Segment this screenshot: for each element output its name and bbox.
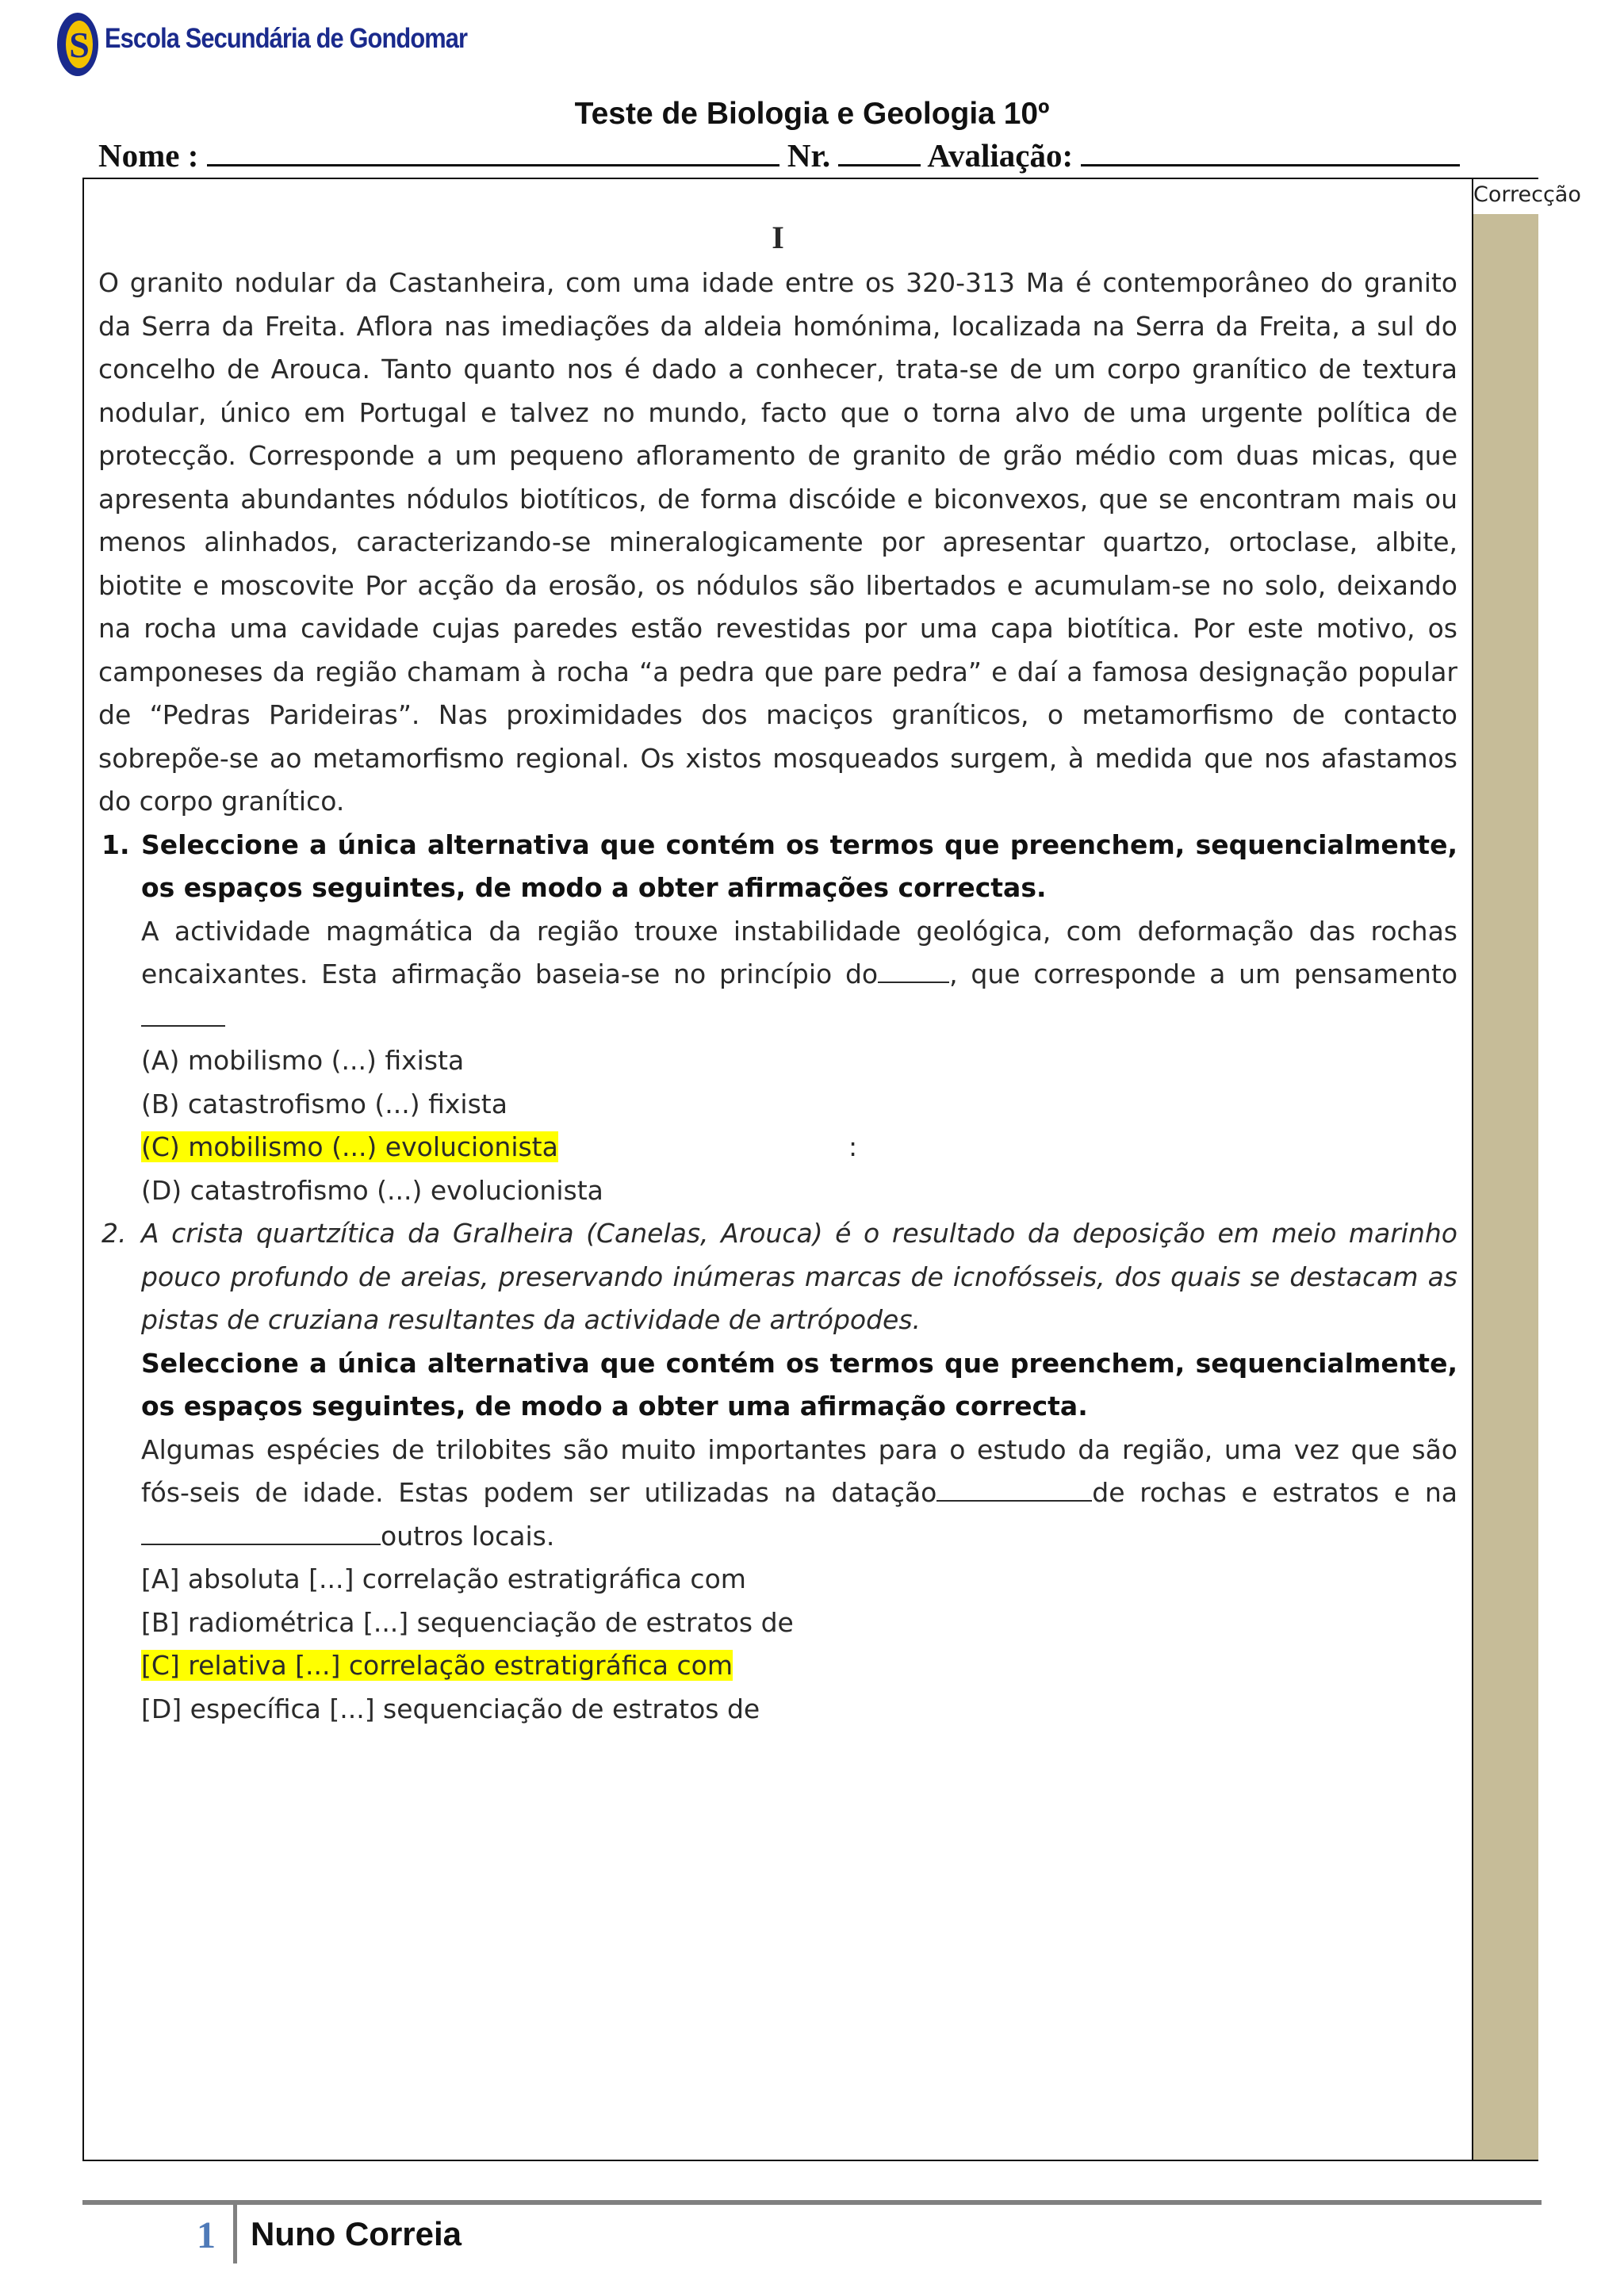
- number-label: Nr.: [787, 137, 831, 174]
- stray-colon: :: [848, 1131, 858, 1162]
- school-name: Escola Secundária de Gondomar: [105, 23, 468, 54]
- school-logo-icon: [56, 5, 102, 79]
- question-2: [98, 1212, 1457, 1558]
- stem-text: de rochas e estratos e na: [1092, 1477, 1457, 1508]
- option-b[interactable]: [B] radiométrica [...] sequenciação de estratos de: [141, 1606, 794, 1638]
- test-content: [98, 214, 1457, 1731]
- stem-text: outros locais.: [381, 1520, 555, 1552]
- question-number: 2.: [102, 1218, 127, 1249]
- page-number: 1: [197, 2214, 216, 2256]
- footer-rule: [82, 2200, 1542, 2205]
- author-name: Nuno Correia: [251, 2215, 462, 2252]
- option-c-row: [141, 1644, 1457, 1688]
- correction-label: Correcção: [1473, 182, 1581, 207]
- svg-text:S: S: [69, 25, 90, 65]
- school-logo: [56, 5, 517, 79]
- question-stem: [141, 910, 1457, 1040]
- stem-text: A actividade magmática da região trouxe instabilidade geológica, com deformação das rochas encaixantes. Esta afirmação baseia-se no princípio do: [141, 915, 1457, 989]
- grade-field[interactable]: [1081, 142, 1460, 166]
- option-c-selected[interactable]: [C] relativa [...] correlação estratigráfica com: [141, 1650, 733, 1681]
- section-number: I: [772, 220, 784, 255]
- footer-separator: [233, 2205, 237, 2263]
- option-d[interactable]: [D] específica [...] sequenciação de estratos de: [141, 1693, 760, 1724]
- question-stem: [141, 1429, 1457, 1559]
- stem-text: , que corresponde a um pensamento: [949, 959, 1458, 989]
- option-c-row: [141, 1126, 1457, 1169]
- option-d[interactable]: (D) catastrofismo (...) evolucionista: [141, 1174, 603, 1206]
- correction-column: [1472, 179, 1538, 2160]
- stem-text: Algumas espécies de trilobites são muito importantes para o estudo da região, uma vez que são fós-seis de idade. Estas podem ser utilizadas na datação: [141, 1433, 1457, 1508]
- question-instruction: Seleccione a única alternativa que contém os termos que preenchem, sequencialmente, os espaços seguintes, de modo a obter afirmações correctas.: [141, 828, 1457, 903]
- name-label: Nome :: [98, 137, 199, 174]
- grade-label: Avaliação:: [927, 137, 1074, 174]
- option-c-selected[interactable]: (C) mobilismo (...) evolucionista: [141, 1131, 558, 1162]
- answer-blank[interactable]: [141, 1520, 381, 1545]
- question-1: [98, 824, 1457, 1040]
- name-field[interactable]: [207, 142, 779, 166]
- option-b[interactable]: (B) catastrofismo (...) fixista: [141, 1088, 508, 1119]
- student-info-line: [98, 136, 1460, 174]
- number-field[interactable]: [838, 142, 921, 166]
- question-instruction: Seleccione a única alternativa que contém os termos que preenchem, sequencialmente, os espaços seguintes, de modo a obter uma afirmação correcta.: [141, 1347, 1457, 1422]
- question-number: 1.: [102, 828, 130, 860]
- test-title: Teste de Biologia e Geologia 10º: [574, 97, 1050, 131]
- option-a[interactable]: (A) mobilismo (...) fixista: [141, 1045, 465, 1076]
- option-a[interactable]: [A] absoluta [...] correlação estratigráfica com: [141, 1563, 746, 1594]
- answer-blank[interactable]: [936, 1476, 1092, 1502]
- answer-blank[interactable]: [141, 1001, 225, 1027]
- answer-blank[interactable]: [878, 958, 949, 983]
- question-context: A crista quartzítica da Gralheira (Canelas, Arouca) é o resultado da deposição em meio marinho pouco profundo de areias, preservando inúmeras marcas de icnofósseis, dos quais se destacam as pistas de cruziana resultantes da actividade de artrópodes.: [141, 1218, 1457, 1335]
- intro-text: O granito nodular da Castanheira, com uma idade entre os 320-313 Ma é contemporâneo do granito da Serra da Freita. Aflora nas imediações da aldeia homónima, localizada na Serra da Freita, a sul do concelho de Arouca. Tanto quanto nos é dado a conhecer, trata-se de um corpo granítico de textura nodular, único em Portugal e talvez no mundo, facto que o torna alvo de uma urgente política de protecção. Corresponde a um pequeno afloramento de granito de grão médio com duas micas, que apresenta abundantes nódulos biotíticos, de forma discóide e biconvexos, que se encontram mais ou menos alinhados, caracterizando-se mineralogicamente por apresentar quartzo, ortoclase, albite, biotite e moscovite Por acção da erosão, os nódulos são libertados e acumulam-se no solo, deixando na rocha uma cavidade cujas paredes estão revestidas por uma capa biotítica. Por este motivo, os camponeses da região chamam à rocha “a pedra que pare pedra” e daí a famosa designação popular de “Pedras Parideiras”. Nas proximidades dos maciços graníticos, o metamorfismo de contacto sobrepõe-se ao metamorfismo regional. Os xistos mosqueados surgem, à medida que nos afastamos do corpo granítico.: [98, 267, 1457, 817]
